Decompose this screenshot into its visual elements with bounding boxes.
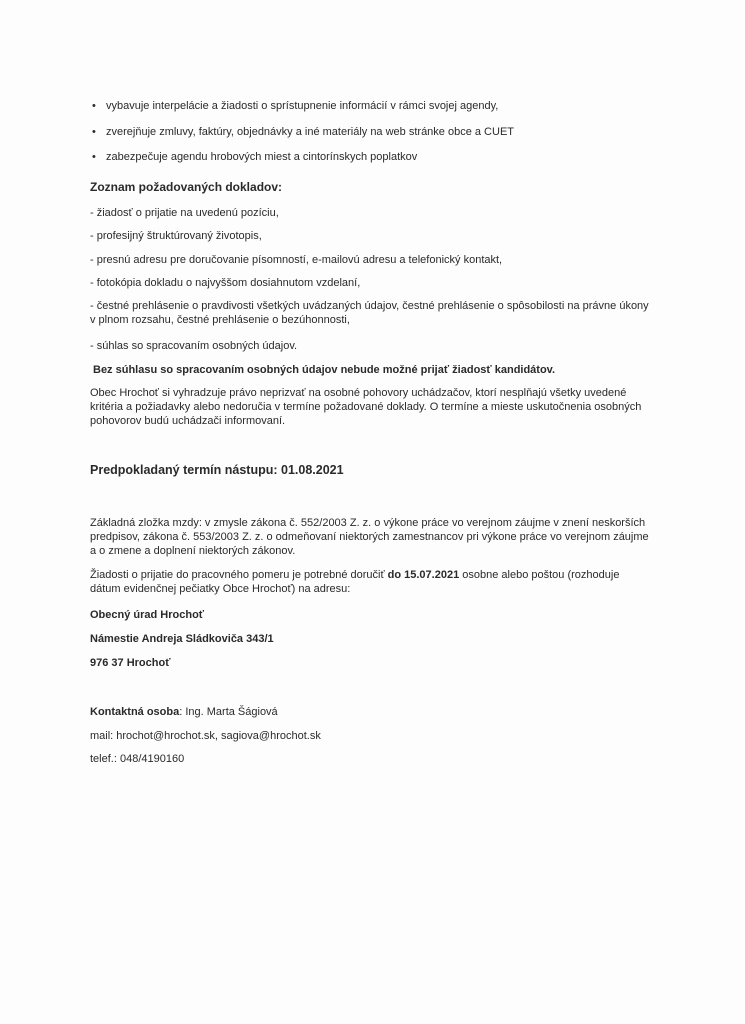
duty-text: vybavuje interpelácie a žiadosti o sprístupnenie informácií v rámci svojej agendy, [106, 100, 499, 112]
duty-text: zverejňuje zmluvy, faktúry, objednávky a iné materiály na web stránke obce a CUET [106, 126, 514, 138]
document-item: - čestné prehlásenie o pravdivosti všetkých uvádzaných údajov, čestné prehlásenie o spôsobilosti na právne úkony v plnom rozsahu, čestné prehlásenie o bezúhonnosti, [90, 300, 649, 326]
document-item: - žiadosť o prijatie na uvedenú pozíciu, [90, 207, 279, 219]
document-item: - fotokópia dokladu o najvyššom dosiahnutom vzdelaní, [90, 277, 361, 289]
submission-text: Žiadosti o prijatie do pracovného pomeru je potrebné doručiť [90, 569, 388, 581]
contact-mail: mail: hrochot@hrochot.sk, sagiova@hrochot.sk [90, 730, 321, 742]
submission-text-rest: osobne alebo poštou (rozhoduje dátum evidenčnej pečiatky Obce Hrochoť) na adresu: [90, 569, 620, 595]
documents-heading: Zoznam požadovaných dokladov: [90, 180, 283, 194]
submission-note [90, 568, 650, 596]
address-street: Námestie Andreja Sládkoviča 343/1 [90, 633, 274, 645]
document-item: - profesijný štruktúrovaný životopis, [90, 230, 262, 242]
consent-warning: Bez súhlasu so spracovaním osobných údajov nebude možné prijať žiadosť kandidátov. [93, 364, 556, 376]
contact-person [90, 705, 650, 719]
address-city: 976 37 Hrochoť [90, 657, 171, 669]
submission-deadline: do 15.07.2021 [387, 569, 460, 581]
salary-note: Základná zložka mzdy: v zmysle zákona č. 552/2003 Z. z. o výkone práce vo verejnom záujme v znení neskorších predpisov, zákona č. 553/2003 Z. z. o odmeňovaní niektorých zamestnancov pri výkone práce vo verejnom záujme a o zmene a doplnení niektorých zákonov. [90, 517, 649, 557]
contact-name: : Ing. Marta Šágiová [179, 706, 278, 718]
bullet-icon: • [92, 126, 96, 138]
bullet-icon: • [92, 151, 96, 163]
document-item: - presnú adresu pre doručovanie písomností, e-mailovú adresu a telefonický kontakt, [90, 254, 503, 266]
bullet-icon: • [92, 100, 96, 112]
interview-note: Obec Hrochoť si vyhradzuje právo neprizvať na osobné pohovory uchádzačov, ktorí nesplňajú všetky uvedené kritéria a požiadavky alebo nedoručia v termíne požadované doklady. O termíne a mieste uskutočnenia osobných pohovorov budú uchádzači informovaní. [90, 387, 642, 427]
start-date: Predpokladaný termín nástupu: 01.08.2021 [90, 463, 344, 477]
document-item: - súhlas so spracovaním osobných údajov. [90, 340, 298, 352]
duty-text: zabezpečuje agendu hrobových miest a cintorínskych poplatkov [106, 151, 418, 163]
contact-label: Kontaktná osoba [90, 706, 180, 718]
contact-phone: telef.: 048/4190160 [90, 753, 185, 765]
address-office: Obecný úrad Hrochoť [90, 609, 205, 621]
